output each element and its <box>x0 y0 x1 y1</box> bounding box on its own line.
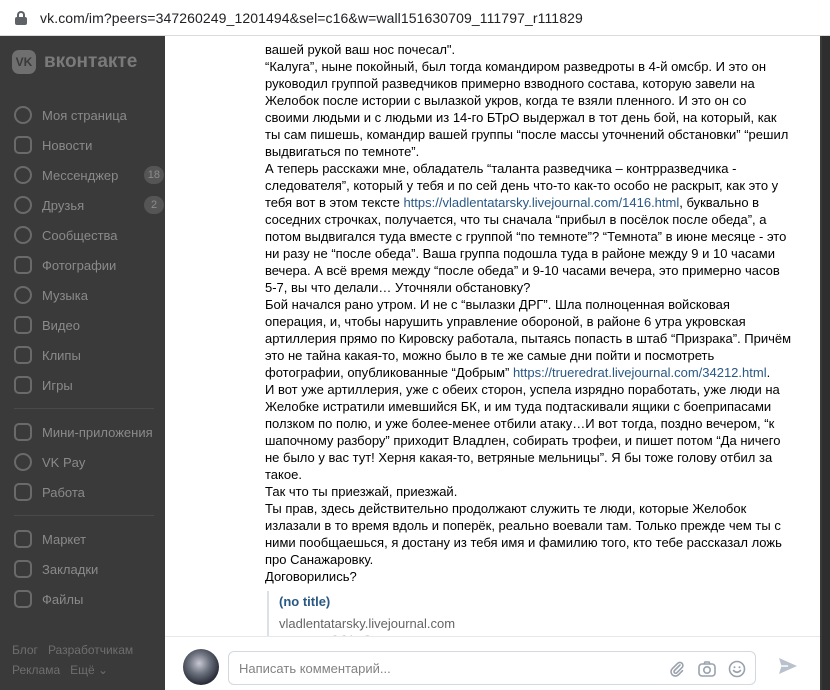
sidebar-item-vk-pay[interactable] <box>14 447 164 477</box>
sidebar-item-news[interactable] <box>14 130 164 160</box>
sidebar-item-photos[interactable] <box>14 250 164 280</box>
comment-input[interactable] <box>239 659 639 677</box>
sidebar-item-label: Моя страница <box>42 107 127 123</box>
sidebar-item-label: Мини-приложения <box>42 424 153 440</box>
sidebar-nav <box>14 100 164 614</box>
post-paragraph <box>265 296 793 381</box>
sidebar-item-label: Видео <box>42 317 80 333</box>
paperclip-icon[interactable] <box>667 659 687 679</box>
post-text-span: Бой начался рано утром. И не с “вылазки ДРГ”. Шла полноценная войсковая операция, и, чтобы нарушить управление обороной, в районе 6 утра укровская артиллерия прямо по Кировску работала, пытаясь попасть в штаб “Призрака”. Причём это не тайна какая-то, можно было в те же самые дни пойти и посмотреть фотографии, опубликованные “Добрым” <box>265 297 792 380</box>
sidebar-item-label: Игры <box>42 377 73 393</box>
sidebar-item-label: Музыка <box>42 287 88 303</box>
sidebar-item-communities[interactable] <box>14 220 164 250</box>
camera-icon[interactable] <box>697 659 717 679</box>
link-attachment[interactable] <box>267 591 793 639</box>
lock-icon <box>14 11 28 25</box>
sidebar-item-label: Новости <box>42 137 93 153</box>
post-text <box>265 41 793 639</box>
post-modal <box>165 36 820 690</box>
messenger-badge: 18 <box>144 166 164 184</box>
avatar[interactable] <box>183 649 219 685</box>
post-link-vladlentatarsky[interactable]: https://vladlentatarsky.livejournal.com/1416.html <box>403 195 680 210</box>
sidebar-item-games[interactable] <box>14 370 164 400</box>
comment-composer <box>165 636 820 690</box>
footer-link-devs[interactable]: Разработчикам <box>47 643 134 657</box>
briefcase-icon <box>14 483 32 501</box>
sidebar-item-my-page[interactable] <box>14 100 164 130</box>
post-paragraph: “Калуга”, ныне покойный, был тогда командиром разведроты в 4-й омсбр. И это он руководил группой разведчиков примерно взводного состава, которую завели на Желобок после истории с вылазкой укров, когда те взяли пленного. И это он со своими людьми и с людьми из 14-го БТрО выдержал в тот день бой, на который, как ты сам пишешь, командир вашей группы “после массы уточнений обстановки” “решил выдвигаться по темноте”. <box>265 59 789 159</box>
photo-icon <box>14 256 32 274</box>
music-icon <box>14 286 32 304</box>
footer-link-ads[interactable]: Реклама <box>12 663 61 677</box>
post-text-span: А теперь расскажи мне, обладатель “таланта разведчика – контрразведчика - следователя”, который у тебя и по сей день что-то как-то особо не раскрыт, как это у тебя вот в этом тексте <box>265 161 779 210</box>
emoji-icon[interactable] <box>727 659 747 679</box>
post-paragraph: Ты прав, здесь действительно продолжают служить те люди, которые Желобок излазали в то время вдоль и поперёк, реально воевали там. Только прежде чем ты с ними пообщаешься, я достану из тебя имя и фамилию того, кто тебе рассказал ложь про Санажаровку. <box>265 501 782 567</box>
post-text-span: . <box>766 365 771 380</box>
sidebar-footer <box>12 640 162 680</box>
sidebar-item-messenger[interactable] <box>14 160 164 190</box>
sidebar-item-label: Мессенджер <box>42 167 119 183</box>
post-paragraph: Так что ты приезжай, приезжай. <box>265 484 458 499</box>
sidebar-item-bookmarks[interactable] <box>14 554 164 584</box>
composer-icons <box>667 659 747 679</box>
sidebar-item-label: Работа <box>42 484 85 500</box>
clips-icon <box>14 346 32 364</box>
sidebar-item-label: Сообщества <box>42 227 118 243</box>
post-paragraph <box>265 160 793 296</box>
vk-logo[interactable] <box>12 50 137 74</box>
sidebar-item-label: Маркет <box>42 531 87 547</box>
post-paragraph: Договорились? <box>265 569 357 584</box>
post-paragraph: И вот уже артиллерия, уже с обеих сторон, успела изрядно поработать, уже люди на Желобке истратили имевшийся БК, и им туда подтаскивали ящики с боеприпасами ползком по полю, и уже более-менее отбили атаку…И вот тогда, поздно вечером, “к шапочному разбору” приходит Владлен, собирать трофеи, и пишет потом “Да ничего не было у вас тут! Херня какая-то, ветряные мельницы”. Я бы тоже голову отбил за такое. <box>265 382 781 482</box>
footer-link-more[interactable]: Ещё ⌄ <box>70 663 109 677</box>
file-icon <box>14 590 32 608</box>
post-scroll-area[interactable] <box>165 36 815 636</box>
games-icon <box>14 376 32 394</box>
communities-icon <box>14 226 32 244</box>
post-text-span: , буквально в соседних строчках, получается, что ты сначала “прибыл в посёлок после обеда”, а потом выдвигался туда вместе с группой “по темноте”? “Темнота” в июне месяце - это ни разу не “после обеда”. Ваша группа подошла туда в районе между 9 и 10 часами вечера. А всё время между “после обеда” и 9-10 часами вечера, это примерно часов 5-7, вы что делали… Уточняли обстановку? <box>265 195 787 295</box>
url-text[interactable]: vk.com/im?peers=347260249_1201494&sel=c16&w=wall151630709_111797_r111829 <box>40 9 583 26</box>
sidebar-item-work[interactable] <box>14 477 164 507</box>
comment-input-box[interactable] <box>228 651 756 685</box>
sidebar-item-label: Файлы <box>42 591 84 607</box>
friends-icon <box>14 196 32 214</box>
sidebar-divider <box>14 515 154 516</box>
sidebar-item-files[interactable] <box>14 584 164 614</box>
apps-icon <box>14 423 32 441</box>
sidebar-item-market[interactable] <box>14 524 164 554</box>
pay-icon <box>14 453 32 471</box>
sidebar-item-music[interactable] <box>14 280 164 310</box>
sidebar-item-video[interactable] <box>14 310 164 340</box>
user-icon <box>14 106 32 124</box>
video-icon <box>14 316 32 334</box>
friends-badge: 2 <box>144 196 164 214</box>
sidebar-item-label: Клипы <box>42 347 81 363</box>
sidebar-item-clips[interactable] <box>14 340 164 370</box>
sidebar-item-friends[interactable] <box>14 190 164 220</box>
attachment-title[interactable]: (no title) <box>279 594 331 609</box>
news-icon <box>14 136 32 154</box>
post-paragraph: вашей рукой ваш нос почесал". <box>265 42 456 57</box>
sidebar-item-mini-apps[interactable] <box>14 417 164 447</box>
address-bar[interactable] <box>0 0 830 36</box>
send-icon[interactable] <box>777 655 799 677</box>
vk-logo-text: вконтакте <box>44 51 138 72</box>
bag-icon <box>14 530 32 548</box>
vk-logo-icon: VK <box>12 50 36 74</box>
sidebar-item-label: Закладки <box>42 561 99 577</box>
sidebar-item-label: VK Pay <box>42 454 86 470</box>
footer-link-blog[interactable]: Блог <box>12 643 38 657</box>
post-link-trueredrat[interactable]: https://trueredrat.livejournal.com/34212.html <box>512 365 767 380</box>
sidebar-item-label: Фотографии <box>42 257 117 273</box>
sidebar-divider <box>14 408 154 409</box>
star-icon <box>14 560 32 578</box>
sidebar-item-label: Друзья <box>42 197 85 213</box>
attachment-host: vladlentatarsky.livejournal.com <box>279 616 456 631</box>
message-icon <box>14 166 32 184</box>
